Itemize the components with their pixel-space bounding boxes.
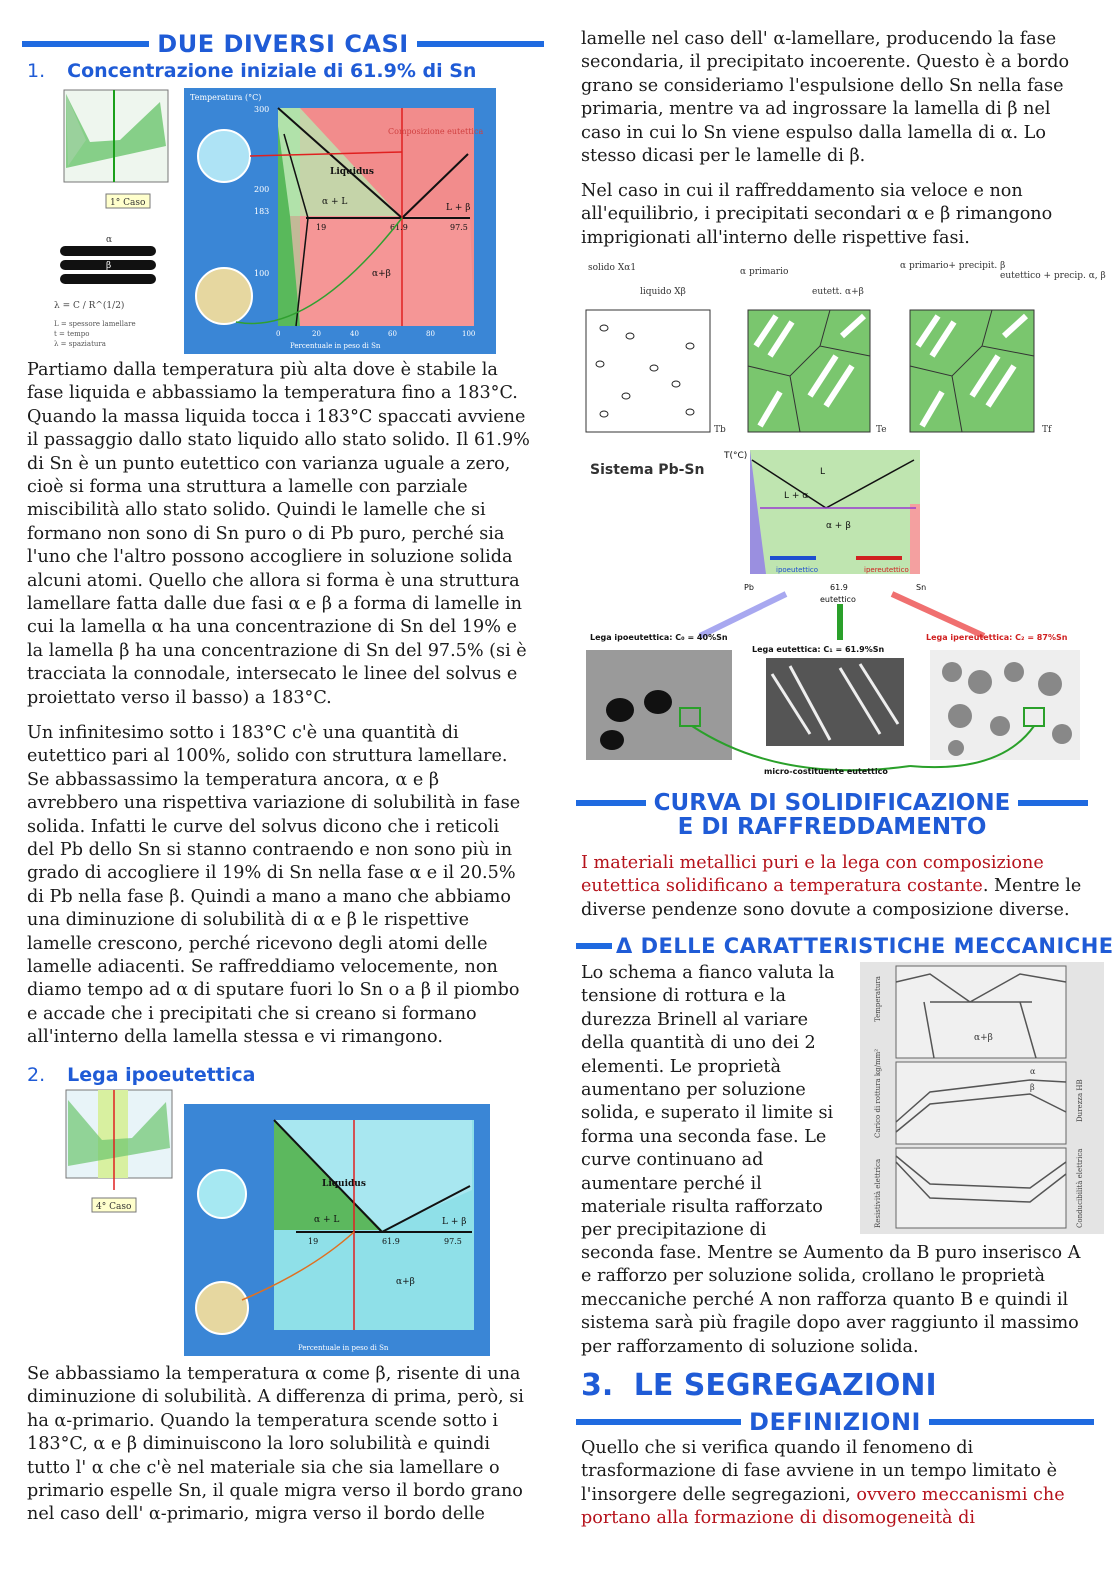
x-tick-60: 60: [388, 330, 397, 338]
segregation-plain-text: Quello che si verifica quando il fenomeno di trasformazione di fase avviene in un tempo limitato è l'insorgere delle segregazioni,: [581, 1438, 1057, 1505]
mech-y2: Carico di rottura kg/mm²: [874, 1048, 882, 1138]
micro-label-solido: solido Xα1: [588, 263, 637, 273]
phase-diagram-figure-1: [50, 86, 498, 356]
micro-label-eutettico: eutettico + precip. α, β: [1000, 271, 1106, 281]
heading-curva-line1: CURVA DI SOLIDIFICAZIONE: [653, 790, 1011, 816]
micro-label-eutett: eutett. α+β: [812, 287, 864, 297]
pbsn-title: Sistema Pb-Sn: [590, 462, 705, 478]
case-label-4: 4° Caso: [96, 1202, 132, 1212]
lambda-formula: λ = C / R^(1/2): [54, 301, 125, 311]
mech-ab-label: α+β: [974, 1033, 993, 1043]
phase-diagram-1-svg: [50, 86, 498, 356]
case1-title: Concentrazione iniziale di 61.9% di Sn: [67, 60, 477, 82]
paragraph-fast-cooling: Nel caso in cui il raffreddamento sia veloce e non all'equilibrio, i precipitati secondari α e β rimangono imprigionati all'interno delle rispettive fasi.: [581, 181, 1053, 248]
microstructure-svg: [580, 256, 1106, 440]
l-beta-label: L + β: [446, 203, 471, 213]
section-heading-definizioni: [576, 1408, 1094, 1436]
alpha-l-label: α + L: [322, 197, 348, 207]
paragraph-eutectic-1: Partiamo dalla temperatura più alta dove è stabile la fase liquida e abbassiamo la temperatura fino a 183°C. Quando la massa liquida tocca i 183°C spaccati avviene il passaggio dallo stato liquido allo stato solido. Il 61.9% di Sn è un punto eutettico con varianza uguale a zero, cioè si forma una struttura a lamelle con parziale miscibilità allo stato solido. Quindi le lamelle che si formano non sono di Sn puro o di Pb puro, perché sia l'uno che l'altro possono accogliere in soluzione solida alcuni atomi. Quello che allora si forma è una struttura lamellare fatta dalle due fasi α e β a forma di lamelle in cui la lamella α ha una concentrazione di Sn del 19% e la lamella β ha una concentrazione di Sn del 97.5% (si è tracciata la connodale, intersecato le linee del solvus e proiettato verso il basso) a 183°C.: [27, 360, 530, 708]
lega-iper-label: Lega ipereutettica: C₂ = 87%Sn: [926, 633, 1068, 642]
section-heading-curva: [576, 790, 1088, 840]
heading-delta-text: Δ DELLE CARATTERISTICHE MECCANICHE: [616, 934, 1114, 958]
paragraph-mechanical-2: seconda fase. Mentre se Aumento da B puro inserisco A e rafforzo per soluzione solida, crollano le proprietà meccaniche perché A non rafforza quanto B e quindi il sistema sarà più fragile dopo aver raggiunto il massimo per rafforzamento di soluzione solida.: [581, 1243, 1081, 1357]
x-tick-40: 40: [350, 330, 359, 338]
case1-number: 1.: [27, 60, 46, 82]
micro-label-alpha-primario: α primario: [740, 267, 789, 277]
paragraph-solidification: [581, 852, 1086, 922]
lamella-beta-label: β: [106, 261, 112, 271]
solidification-red-text: I materiali metallici puri e la lega con composizione eutettica solidificano a temperatura costante: [581, 853, 1044, 897]
heading-curva-line2: E DI RAFFREDDAMENTO: [677, 814, 987, 840]
pbsn-619: 61.9: [830, 583, 848, 592]
alpha-l-label-2: α + L: [314, 1215, 340, 1225]
lamella-alpha-label: α: [106, 235, 113, 245]
paragraph-lamellae-cont: lamelle nel caso dell' α-lamellare, producendo la fase secondaria, il precipitato incoerente. Questo è a bordo grano se consideriamo l'espulsione dello Sn nella fase primaria, mentre va ad ingrossare la lamella di β nel caso in cui lo Sn viene espulso dalla lamella di α. Lo stesso dicasi per le lamelle di β.: [581, 29, 1070, 167]
pbsn-system-figure: [580, 444, 1092, 778]
pbsn-iper: ipereutettico: [864, 566, 909, 574]
segregation-red-text: ovvero meccanismi che portano alla formazione di disomogeneità di: [581, 1484, 1065, 1529]
paragraph-mechanical-1: Lo schema a fianco valuta la tensione di rottura e la durezza Brinell al variare della quantità di uno dei 2 elementi. Le proprietà aumentano per soluzione solida, e superato il limite si forma una seconda fase. Le curve continuano ad aumentare perché il materiale risulta rafforzato per precipitazione di: [581, 963, 835, 1241]
lega-ipo-label: Lega ipoeutettica: C₀ = 40%Sn: [590, 633, 728, 642]
temp-label-tf: Tf: [1042, 425, 1052, 435]
legend-line-1: L = spessore lamellare: [54, 320, 136, 328]
section-heading-due-casi: [22, 30, 544, 58]
liquidus-label-2: Liquidus: [322, 1179, 366, 1189]
val-61-9: 61.9: [390, 223, 408, 232]
case1-heading: [27, 60, 476, 82]
temp-axis-label: Temperatura (°C): [190, 93, 262, 102]
pbsn-t-axis: T(°C): [724, 451, 748, 461]
pbsn-sn: Sn: [916, 583, 927, 592]
case2-title: Lega ipoeutettica: [67, 1064, 256, 1086]
tick-183: 183: [254, 207, 270, 216]
case2-heading: [27, 1064, 255, 1086]
x-tick-80: 80: [426, 330, 435, 338]
heading-text: DUE DIVERSI CASI: [157, 30, 409, 58]
mech-y5: Conducibilità elettrica: [1076, 1148, 1084, 1228]
val-19-2: 19: [308, 1237, 319, 1246]
mech-y1: Temperatura: [874, 976, 882, 1022]
alpha-beta-label-2: α+β: [396, 1277, 415, 1287]
temp-label-te: Te: [876, 425, 887, 435]
paragraph-segregation: [581, 1437, 1086, 1531]
temp-label-tb: Tb: [714, 425, 726, 435]
micro-label-precip: α primario+ precipit. β: [900, 261, 1006, 271]
legend-line-2: t = tempo: [54, 330, 90, 338]
tick-100: 100: [254, 269, 270, 278]
mech-y3: Durezza HB: [1076, 1079, 1084, 1122]
phase-diagram-figure-2: [62, 1090, 492, 1358]
lega-eut-label: Lega eutettica: C₁ = 61.9%Sn: [752, 645, 885, 654]
mechanical-properties-figure: [860, 962, 1104, 1234]
micro-label-liquido: liquido Xβ: [640, 287, 686, 297]
pbsn-l: L: [820, 467, 826, 477]
segregazioni-number: 3.: [581, 1368, 614, 1403]
x-tick-20: 20: [312, 330, 321, 338]
paragraph-eutectic-2: Un infinitesimo sotto i 183°C c'è una quantità di eutettico pari al 100%, solido con struttura lamellare. Se abbassassimo la temperatura ancora, α e β avrebbero una rispettiva variazione di solubilità in fase solida. Infatti le curve del solvus dicono che i reticoli del Pb dello Sn si stanno contraendo e non sono più in grado di accogliere il 19% di Sn nella fase α e il 20.5% di Pb nella fase β. Quindi a mano a mano che abbiamo una diminuzione di solubilità di α e β le rispettive lamelle crescono, perché ricevono degli atomi delle lamelle adiacenti. Se raffreddiamo velocemente, non diamo tempo ad α di sputare fuori lo Sn o a β il piombo e accade che i precipitati che si creano si formano all'interno della lamella stessa e vi rimangono.: [27, 723, 521, 1048]
pbsn-system-svg: [580, 444, 1092, 778]
tick-200: 200: [254, 185, 270, 194]
legend-line-3: λ = spaziatura: [54, 340, 106, 348]
paragraph-hypoeutectic: Se abbassiamo la temperatura α come β, risente di una diminuzione di solubilità. A differenza di prima, però, si ha α-primario. Quando la temperatura scende sotto i 183°C, α e β diminuiscono la loro solubilità e quindi tutto l' α che c'è nel materiale sia che sia lamellare o primario espelle Sn, il quale migra verso il bordo grano nel caso dell' α-primario, migra verso il bordo delle: [27, 1364, 524, 1525]
val-61-9-2: 61.9: [382, 1237, 400, 1246]
pbsn-al: L + α: [784, 491, 809, 501]
case2-number: 2.: [27, 1064, 46, 1086]
segregazioni-title: LE SEGREGAZIONI: [633, 1368, 937, 1403]
liquidus-label: Liquidus: [330, 167, 374, 177]
heading-definizioni-text: DEFINIZIONI: [749, 1408, 921, 1436]
x-tick-100: 100: [462, 330, 476, 338]
segregazioni-heading: [581, 1368, 937, 1403]
mech-a-label: α: [1030, 1067, 1036, 1076]
mech-b-label: β: [1030, 1083, 1035, 1092]
x-axis-label-2: Percentuale in peso di Sn: [298, 1344, 389, 1352]
pbsn-ab: α + β: [826, 521, 851, 531]
tick-300: 300: [254, 105, 270, 114]
x-axis-label: Percentuale in peso di Sn: [290, 342, 381, 350]
eutectic-annotation: Composizione eutettica: [388, 127, 484, 136]
microstructure-figure: [580, 256, 1106, 440]
val-97-5-2: 97.5: [444, 1237, 462, 1246]
phase-diagram-2-svg: [62, 1090, 492, 1358]
pbsn-ipo: ipoeutettico: [776, 566, 819, 574]
solidification-rest-text: . Mentre le diverse pendenze sono dovute a composizione diverse.: [581, 876, 1082, 920]
micro-costituente-label: micro-costituente eutettico: [764, 767, 888, 776]
pbsn-eut: eutettico: [820, 595, 856, 604]
alpha-beta-label: α+β: [372, 269, 391, 279]
section-heading-delta: [576, 934, 1114, 958]
case-label-1: 1° Caso: [110, 198, 146, 208]
mech-y4: Resistività elettrica: [874, 1158, 882, 1228]
val-97-5: 97.5: [450, 223, 468, 232]
val-19: 19: [316, 223, 327, 232]
pbsn-pb: Pb: [744, 583, 754, 592]
mech-svg: [860, 962, 1104, 1234]
l-beta-label-2: L + β: [442, 1217, 467, 1227]
x-tick-0: 0: [276, 330, 281, 338]
